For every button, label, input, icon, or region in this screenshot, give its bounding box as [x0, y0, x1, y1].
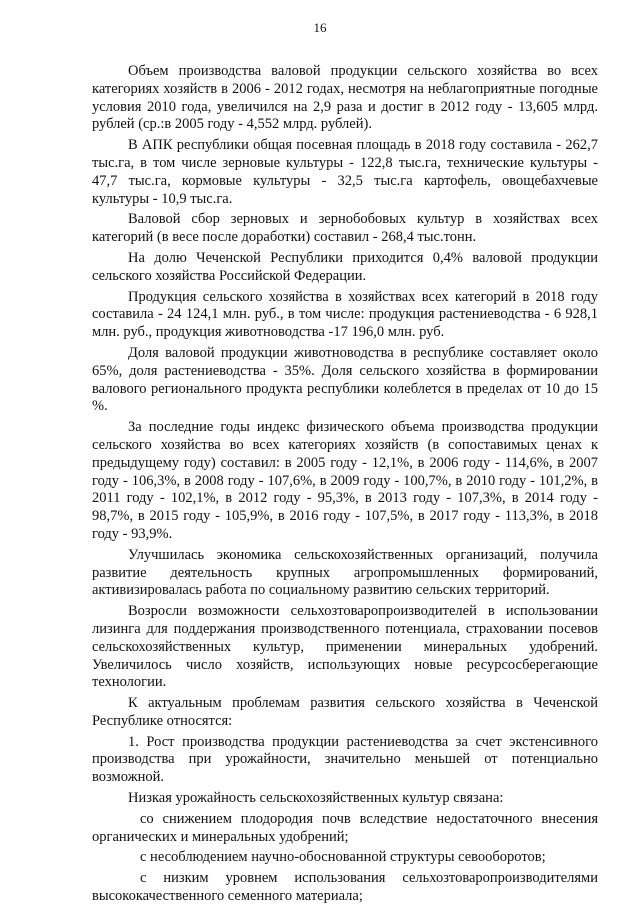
- paragraph: Объем производства валовой продукции сельского хозяйства во всех категориях хозяйств в 2006 - 2012 годах, несмотря на неблагоприятные погодные условия 2010 года, увеличился на 2,9 раза и достиг в 2012 году - 13,605 млрд. рублей (ср.:в 2005 году - 4,552 млрд. рублей).: [92, 63, 598, 133]
- paragraph: В АПК республики общая посевная площадь в 2018 году составила - 262,7 тыс.га, в том числе зерновые культуры - 122,8 тыс.га, технические культуры - 47,7 тыс.га, кормовые культуры - 32,5 тыс.га картофель, овощебахчевые культуры - 10,9 тыс.га.: [92, 137, 598, 207]
- paragraph: За последние годы индекс физического объема производства продукции сельского хозяйства во всех категориях хозяйств (в сопоставимых ценах к предыдущему году) составил: в 2005 году - 12,1%, в 2006 году - 114,6%, в 2007 году - 106,3%, в 2008 году - 107,6%, в 2009 году - 100,7%, в 2010 году - 101,2%, в 2011 году - 102,1%, в 2012 году - 95,3%, в 2013 году - 107,3%, в 2014 году - 98,7%, в 2015 году - 105,9%, в 2016 году - 107,5%, в 2017 году - 113,3%, в 2018 году - 93,9%.: [92, 419, 598, 542]
- page-number: 16: [313, 20, 327, 35]
- paragraph: Возросли возможности сельхозтоваропроизводителей в использовании лизинга для поддержания производственного потенциала, страховании посевов сельскохозяйственных культур, применении минеральных удобрений. Увеличилось число хозяйств, использующих новые ресурсосберегающие технологии.: [92, 603, 598, 691]
- paragraph: Валовой сбор зерновых и зернобобовых культур в хозяйствах всех категорий (в весе после доработки) составил - 268,4 тыс.тонн.: [92, 211, 598, 246]
- paragraph: Доля валовой продукции животноводства в республике составляет около 65%, доля растениеводства - 35%. Доля сельского хозяйства в формировании валового регионального продукта республики колеблется в пределах от 10 до 15 %.: [92, 344, 598, 415]
- document-body: [92, 63, 598, 909]
- paragraph: На долю Чеченской Республики приходится 0,4% валовой продукции сельского хозяйства Российской Федерации.: [92, 249, 598, 284]
- paragraph: Продукция сельского хозяйства в хозяйствах всех категорий в 2018 году составила - 24 124,1 млн. руб., в том числе: продукция растениеводства - 6 928,1 млн. руб., продукция животноводства -17 196,0 млн. руб.: [92, 288, 598, 341]
- paragraph: Низкая урожайность сельскохозяйственных культур связана:: [128, 790, 504, 807]
- list-item: с низким уровнем использования сельхозтоваропроизводителями высококачественного семенного материала;: [92, 870, 598, 905]
- paragraph: 1. Рост производства продукции растениеводства за счет экстенсивного производства при урожайности, значительно меньшей от потенциально возможной.: [92, 733, 598, 786]
- list-item: с несоблюдением научно-обоснованной структуры севооборотов;: [140, 849, 546, 866]
- list-item: со снижением плодородия почв вследствие недостаточного внесения органических и минеральных удобрений;: [92, 810, 598, 845]
- paragraph: К актуальным проблемам развития сельского хозяйства в Чеченской Республике относятся:: [92, 695, 598, 729]
- paragraph: Улучшилась экономика сельскохозяйственных организаций, получила развитие деятельность крупных агропромышленных формирований, активизировалась работа по социальному развитию сельских территорий.: [92, 546, 598, 599]
